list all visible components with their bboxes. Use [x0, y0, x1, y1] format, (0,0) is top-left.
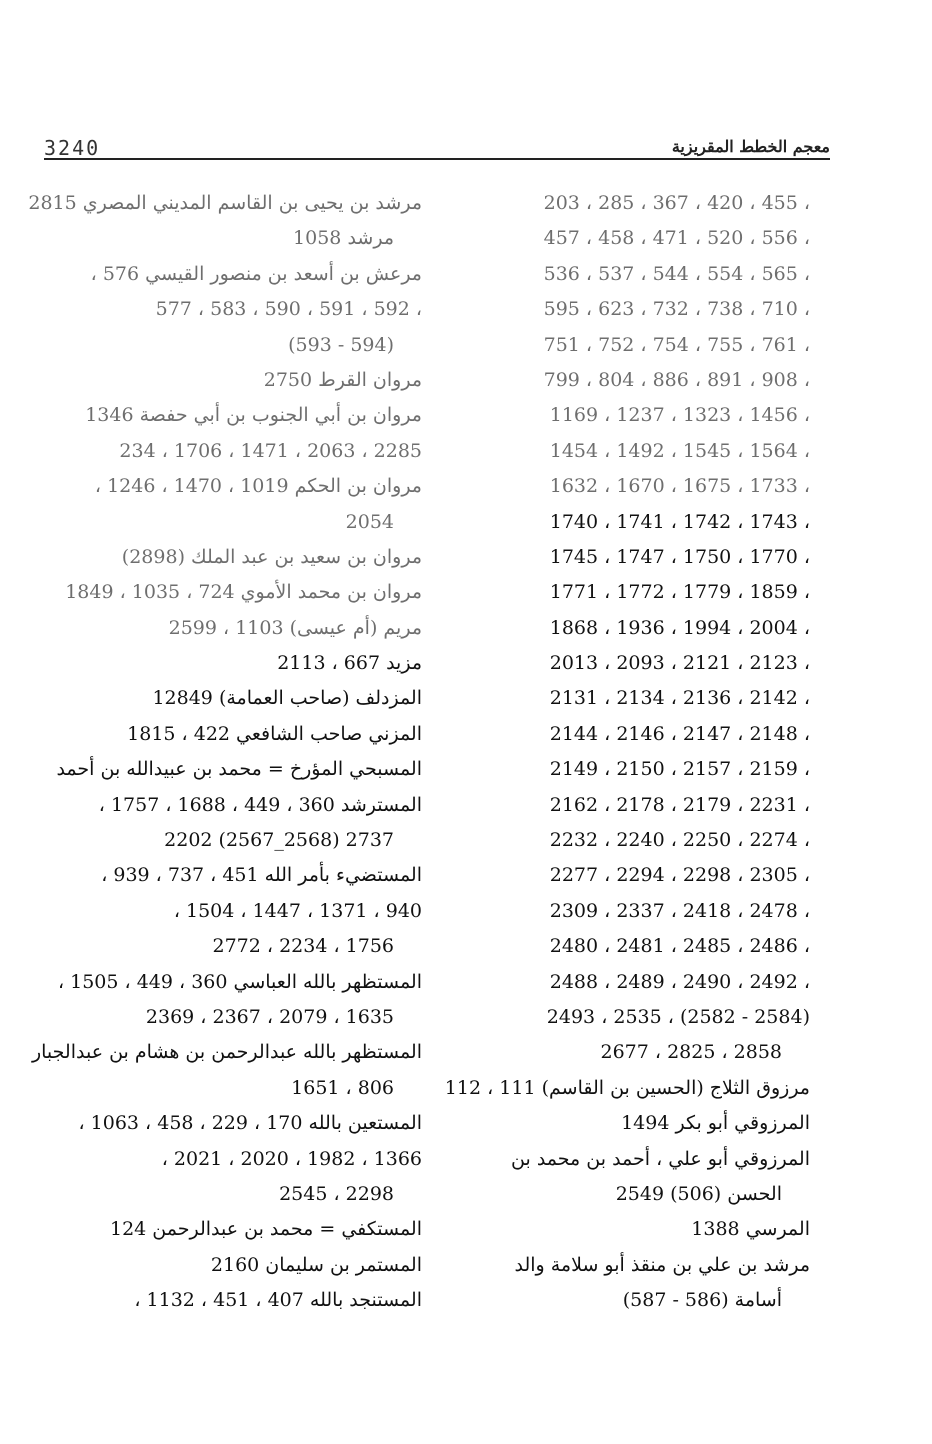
index-entry-line: ، 761 ، 755 ، 754 ، 752 ، 751: [543, 333, 810, 356]
index-entry-line: مرشد بن علي بن منقذ أبو سلامة والد: [514, 1253, 810, 1276]
index-entry-line: ، 2274 ، 2250 ، 2240 ، 2232: [549, 829, 810, 852]
index-entry-line: المستمر بن سليمان 2160: [210, 1253, 422, 1276]
index-entry-line: مريم (أم عيسى) 1103 ، 2599: [168, 616, 422, 639]
header-rule: [44, 158, 830, 160]
index-entry-line: ، 556 ، 520 ، 471 ، 458 ، 457: [543, 227, 810, 250]
index-entry-line: المستضيء بأمر الله 451 ، 737 ، 939 ،: [101, 864, 422, 887]
index-entry-line: ، 1743 ، 1742 ، 1741 ، 1740: [549, 510, 810, 533]
index-entry-line: (594 - 593): [288, 333, 394, 356]
index-entry-line: مروان بن محمد الأموي 724 ، 1035 ، 1849: [65, 581, 422, 604]
index-entry-line: المسترشد 360 ، 449 ، 1688 ، 1757 ،: [98, 793, 422, 816]
index-entry-line: ، 1770 ، 1750 ، 1747 ، 1745: [549, 545, 810, 568]
index-entry-line: ، 592 ، 591 ، 590 ، 583 ، 577: [155, 298, 422, 321]
index-entry-line: ، 2159 ، 2157 ، 2150 ، 2149: [549, 758, 810, 781]
index-entry-line: ، 1733 ، 1675 ، 1670 ، 1632: [549, 475, 810, 498]
index-entry-line: 1756 ، 2234 ، 2772: [212, 935, 394, 958]
index-entry-line: مرشد بن يحيى بن القاسم المديني المصري 2815: [28, 192, 422, 214]
index-entry-line: مروان القرط 2750: [263, 368, 422, 391]
index-entry-line: ، 1859 ، 1779 ، 1772 ، 1771: [549, 581, 810, 604]
index-entry-line: المستكفي = محمد بن عبدالرحمن 124: [110, 1218, 422, 1241]
index-entry-line: المسبحي المؤرخ = محمد بن عبيدالله بن أحمد: [56, 758, 422, 781]
index-entry-line: ، 2492 ، 2490 ، 2489 ، 2488: [549, 970, 810, 993]
page-number: 3240: [44, 136, 101, 160]
index-entry-line: المرزوقي أبو بكر 1494: [621, 1112, 810, 1135]
index-entry-line: ، 710 ، 738 ، 732 ، 623 ، 595: [543, 298, 810, 321]
index-entry-line: 1366 ، 1982 ، 2020 ، 2021 ،: [161, 1147, 422, 1170]
index-entry-line: المستنجد بالله 407 ، 451 ، 1132 ،: [134, 1289, 422, 1312]
index-entry-line: المزني صاحب الشافعي 422 ، 1815: [127, 722, 422, 745]
page-header: [44, 128, 830, 160]
index-entry-line: 2285 ، 2063 ، 1471 ، 1706 ، 234: [119, 439, 422, 462]
index-entry-line: ، 2478 ، 2418 ، 2337 ، 2309: [549, 899, 810, 922]
index-entry-line: مروان بن سعيد بن عبد الملك (2898): [121, 545, 422, 568]
index-entry-line: ، 2231 ، 2179 ، 2178 ، 2162: [549, 793, 810, 816]
index-entry-line: المستعين بالله 170 ، 229 ، 458 ، 1063 ،: [78, 1112, 422, 1135]
index-entry-line: مرزوق الثلاج (الحسين بن القاسم) 111 ، 112: [444, 1076, 810, 1099]
index-entry-line: ، 908 ، 891 ، 886 ، 804 ، 799: [543, 368, 810, 391]
index-entry-line: ، 2123 ، 2121 ، 2093 ، 2013: [549, 652, 810, 675]
index-entry-line: 2298 ، 2545: [279, 1182, 394, 1205]
index-entry-line: ، 2305 ، 2298 ، 2294 ، 2277: [549, 864, 810, 887]
running-title: معجم الخطط المقريزية: [672, 137, 830, 160]
index-entry-line: (2584 - 2582) ، 2535 ، 2493: [546, 1005, 810, 1028]
index-entry-line: المرسي 1388: [691, 1218, 810, 1241]
index-entry-line: أسامة (586 - 587): [622, 1289, 782, 1312]
index-entry-line: مزيد 667 ، 2113: [277, 652, 422, 675]
index-entry-line: ، 2486 ، 2485 ، 2481 ، 2480: [549, 935, 810, 958]
index-column-left: [28, 186, 422, 1319]
index-entry-line: ، 2004 ، 1994 ، 1936 ، 1868: [549, 616, 810, 639]
index-entry-line: ، 1456 ، 1323 ، 1237 ، 1169: [549, 404, 810, 427]
index-entry-line: الحسن (506) 2549: [615, 1182, 782, 1205]
index-entry-line: 2858 ، 2825 ، 2677: [600, 1041, 782, 1064]
index-entry-line: المرزوقي أبو علي ، أحمد بن محمد بن: [511, 1147, 810, 1170]
index-entry-line: ، 2148 ، 2147 ، 2146 ، 2144: [549, 722, 810, 745]
index-entry-line: مرعش بن أسعد بن منصور القيسي 576 ،: [90, 262, 422, 285]
index-entry-line: المستظهر بالله العباسي 360 ، 449 ، 1505 ،: [57, 970, 422, 993]
index-entry-line: مرشد 1058: [293, 227, 394, 250]
index-entry-line: 2737 (2568_2567) 2202: [164, 829, 394, 852]
index-entry-line: ، 455 ، 420 ، 367 ، 285 ، 203: [543, 192, 810, 214]
index-entry-line: 806 ، 1651: [291, 1076, 394, 1099]
index-entry-line: ، 1564 ، 1545 ، 1492 ، 1454: [549, 439, 810, 462]
index-entry-line: 2054: [345, 510, 394, 533]
index-entry-line: مروان بن الحكم 1019 ، 1470 ، 1246 ،: [94, 475, 422, 498]
index-entry-line: المزدلف (صاحب العمامة) 12849: [152, 687, 422, 710]
index-entry-line: ، 565 ، 554 ، 544 ، 537 ، 536: [543, 262, 810, 285]
index-entry-line: 940 ، 1371 ، 1447 ، 1504 ،: [173, 899, 422, 922]
index-column-right: [444, 186, 810, 1319]
index-entry-line: ، 2142 ، 2136 ، 2134 ، 2131: [549, 687, 810, 710]
index-entry-line: 1635 ، 2079 ، 2367 ، 2369: [145, 1005, 394, 1028]
index-entry-line: مروان بن أبي الجنوب بن أبي حفصة 1346: [85, 404, 422, 427]
index-entry-line: المستظهر بالله عبدالرحمن بن هشام بن عبدالجبار: [31, 1041, 422, 1064]
